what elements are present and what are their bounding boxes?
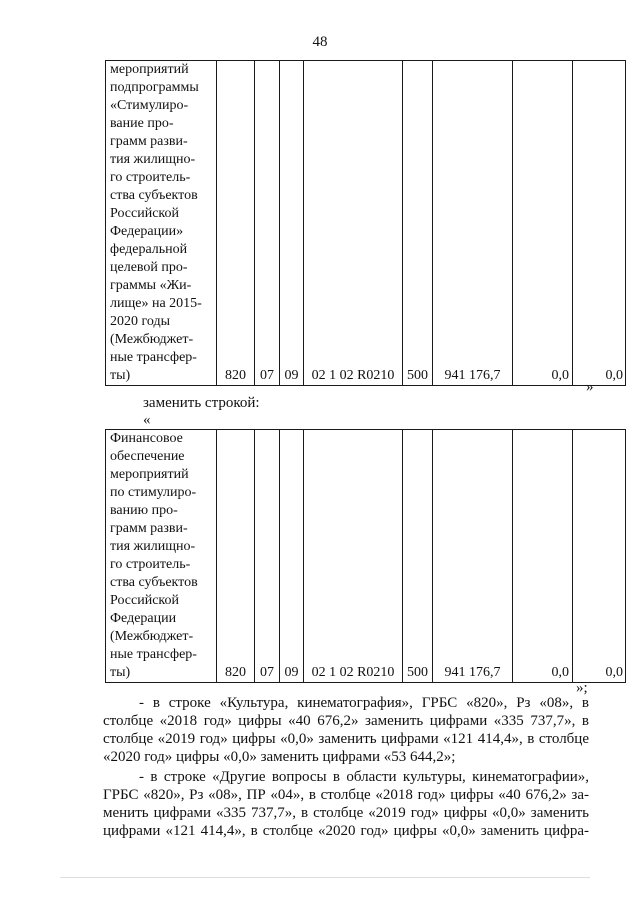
closing-quote: »; xyxy=(576,680,588,696)
row-name-line: ные трансфер- xyxy=(110,647,197,662)
row-name-line: ты) xyxy=(110,368,131,383)
grbs-cell: 820 xyxy=(217,430,255,683)
row-name-line: го строитель- xyxy=(110,557,191,572)
paragraph-line: - в строке «Другие вопросы в области культуры, кинематографии», xyxy=(139,769,589,785)
value-2018-cell: 941 176,7 xyxy=(433,430,513,683)
pr-cell: 09 xyxy=(280,430,304,683)
rz-cell: 07 xyxy=(255,430,280,683)
replace-instruction: заменить строкой: xyxy=(143,395,260,411)
csr-cell: 02 1 02 R0210 xyxy=(304,430,403,683)
row-name-line: вание про- xyxy=(110,116,174,131)
row-name-line: Российской xyxy=(110,206,179,221)
paragraph-line: цифрами «121 414,4», в столбце «2020 год» цифры «0,0» заменить цифра- xyxy=(103,823,589,839)
row-name-line: обеспечение xyxy=(110,449,185,464)
closing-quote: » xyxy=(586,379,594,395)
row-name-line: (Межбюджет- xyxy=(110,629,194,644)
table-row xyxy=(106,430,626,683)
budget-table-replacement-row xyxy=(105,429,626,683)
row-name-line: ты) xyxy=(110,665,131,680)
row-name-line: подпрограммы xyxy=(110,80,199,95)
row-name-line: граммы «Жи- xyxy=(110,278,192,293)
row-name-line: го строитель- xyxy=(110,170,191,185)
paragraph-line: менить цифрами «335 737,7», в столбце «2019 год» цифры «0,0» заменить xyxy=(103,805,589,821)
paragraph-line: - в строке «Культура, кинематография», ГРБС «820», Рз «08», в xyxy=(139,695,589,711)
row-name-line: ные трансфер- xyxy=(110,350,197,365)
row-name-line: тия жилищно- xyxy=(110,539,196,554)
vr-cell: 500 xyxy=(403,61,433,386)
value-2020-cell: 0,0 xyxy=(573,430,626,683)
row-name-line: грамм разви- xyxy=(110,134,188,149)
row-name-line: целевой про- xyxy=(110,260,188,275)
row-name-line: Федерации xyxy=(110,611,177,626)
paragraph-line: столбце «2019 год» цифры «0,0» заменить цифрами «121 414,4», в столбце xyxy=(103,731,589,747)
row-name-line: тия жилищно- xyxy=(110,152,196,167)
value-2018-cell: 941 176,7 xyxy=(433,61,513,386)
rz-cell: 07 xyxy=(255,61,280,386)
table-row xyxy=(106,61,626,386)
row-name-cell xyxy=(106,430,217,683)
grbs-cell: 820 xyxy=(217,61,255,386)
row-name-line: федеральной xyxy=(110,242,188,257)
page-number: 48 xyxy=(312,34,328,50)
amendment-paragraph xyxy=(103,694,589,766)
vr-cell: 500 xyxy=(403,430,433,683)
value-2019-cell: 0,0 xyxy=(513,430,573,683)
row-name-line: мероприятий xyxy=(110,467,189,482)
paragraph-line: «2020 год» цифры «0,0» заменить цифрами «53 644,2»; xyxy=(103,749,456,765)
budget-table-original-row xyxy=(105,60,626,386)
csr-cell: 02 1 02 R0210 xyxy=(304,61,403,386)
page-divider xyxy=(60,877,590,878)
row-name-line: мероприятий xyxy=(110,62,189,77)
row-name-line: (Межбюджет- xyxy=(110,332,194,347)
row-name-line: грамм разви- xyxy=(110,521,188,536)
paragraph-line: ГРБС «820», Рз «08», ПР «04», в столбце «2018 год» цифры «40 676,2» за- xyxy=(103,787,589,803)
row-name-line: Финансовое xyxy=(110,431,183,446)
opening-quote: « xyxy=(143,412,151,428)
row-name-line: 2020 годы xyxy=(110,314,171,329)
row-name-line: «Стимулиро- xyxy=(110,98,189,113)
pr-cell: 09 xyxy=(280,61,304,386)
amendment-paragraph xyxy=(103,768,589,840)
row-name-line: по стимулиро- xyxy=(110,485,197,500)
row-name-line: Федерации» xyxy=(110,224,184,239)
row-name-line: ства субъектов xyxy=(110,188,198,203)
row-name-cell xyxy=(106,61,217,386)
row-name-line: Российской xyxy=(110,593,179,608)
row-name-line: ства субъектов xyxy=(110,575,198,590)
row-name-line: ванию про- xyxy=(110,503,178,518)
value-2019-cell: 0,0 xyxy=(513,61,573,386)
paragraph-line: столбце «2018 год» цифры «40 676,2» заменить цифрами «335 737,7», в xyxy=(103,713,589,729)
row-name-line: лище» на 2015- xyxy=(110,296,202,311)
value-2020-cell: 0,0 xyxy=(573,61,626,386)
